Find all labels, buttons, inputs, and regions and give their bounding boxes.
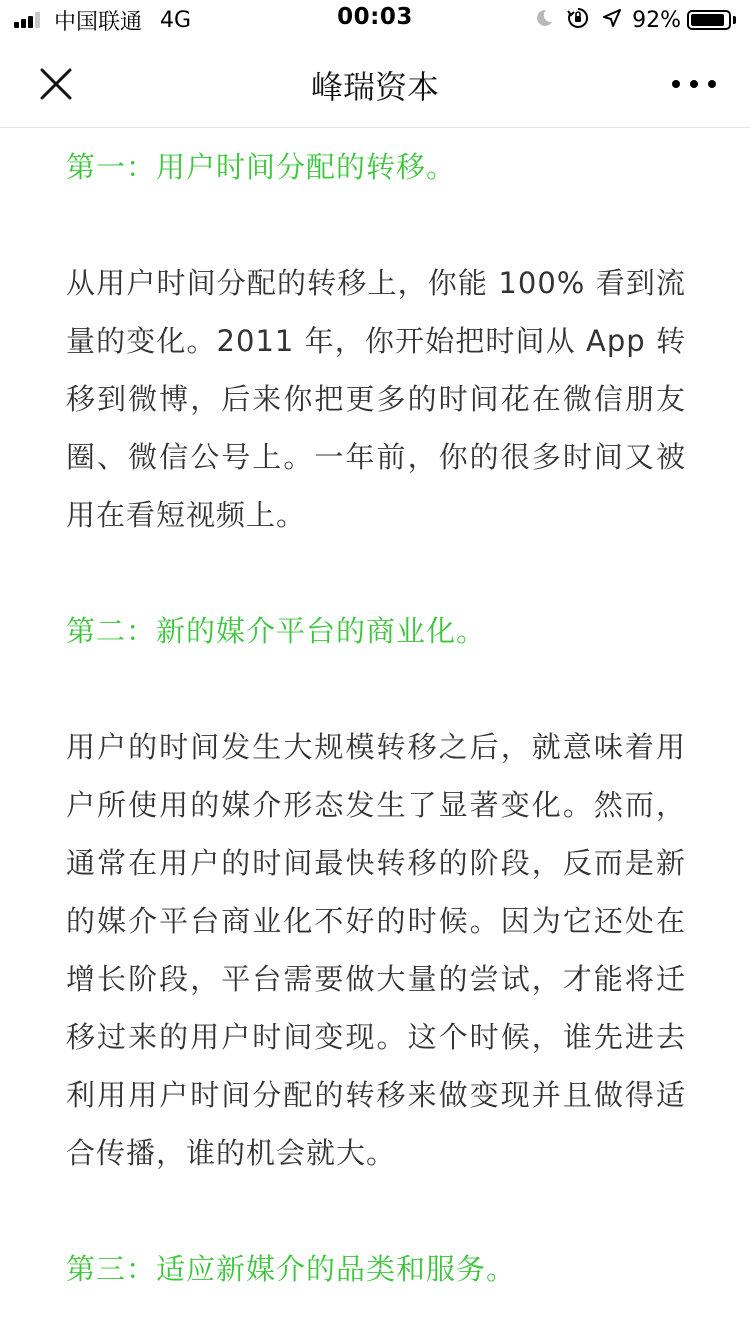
section-heading-1: 第一：用户时间分配的转移。 (66, 150, 457, 184)
battery-percent: 92% (632, 7, 681, 33)
carrier-name: 中国联通 (54, 9, 143, 35)
section-heading-2: 第二：新的媒介平台的商业化。 (66, 614, 487, 648)
paragraph-1: 从用户时间分配的转移上，你能 100% 看到流量的变化。2011 年，你开始把时间从 App 转移到微博，后来你把更多的时间花在微信朋友圈、微信公号上。一年前，你的很多时间又被用在看短视频上。 (66, 266, 686, 532)
status-bar-right (522, 6, 736, 34)
more-icon-dot (690, 80, 698, 88)
more-icon-dot (708, 80, 716, 88)
paragraph-2: 用户的时间发生大规模转移之后，就意味着用户所使用的媒介形态发生了显著变化。然而，通常在用户的时间最快转移的阶段，反而是新的媒介平台商业化不好的时候。因为它还处在增长阶段，平台需要做大量的尝试，才能将迁移过来的用户时间变现。这个时候，谁先进去利用用户时间分配的转移来做变现并且做得适合传播，谁的机会就大。 (66, 730, 686, 1170)
page-title: 峰瑞资本 (310, 68, 439, 106)
network-type: 4G (160, 7, 192, 33)
more-button[interactable] (672, 70, 716, 98)
battery-cap (733, 16, 736, 24)
battery-level-fill (691, 14, 724, 26)
status-time: 00:03 (337, 4, 413, 30)
section-heading-3: 第三：适应新媒介的品类和服务。 (66, 1252, 517, 1286)
orientation-lock-icon (566, 6, 590, 34)
location-arrow-icon (602, 8, 622, 32)
battery-icon (687, 10, 731, 30)
status-bar (0, 0, 750, 40)
more-icon-dot (672, 80, 680, 88)
article-body (66, 128, 686, 1298)
moon-icon (534, 8, 554, 32)
nav-bar (0, 40, 750, 128)
